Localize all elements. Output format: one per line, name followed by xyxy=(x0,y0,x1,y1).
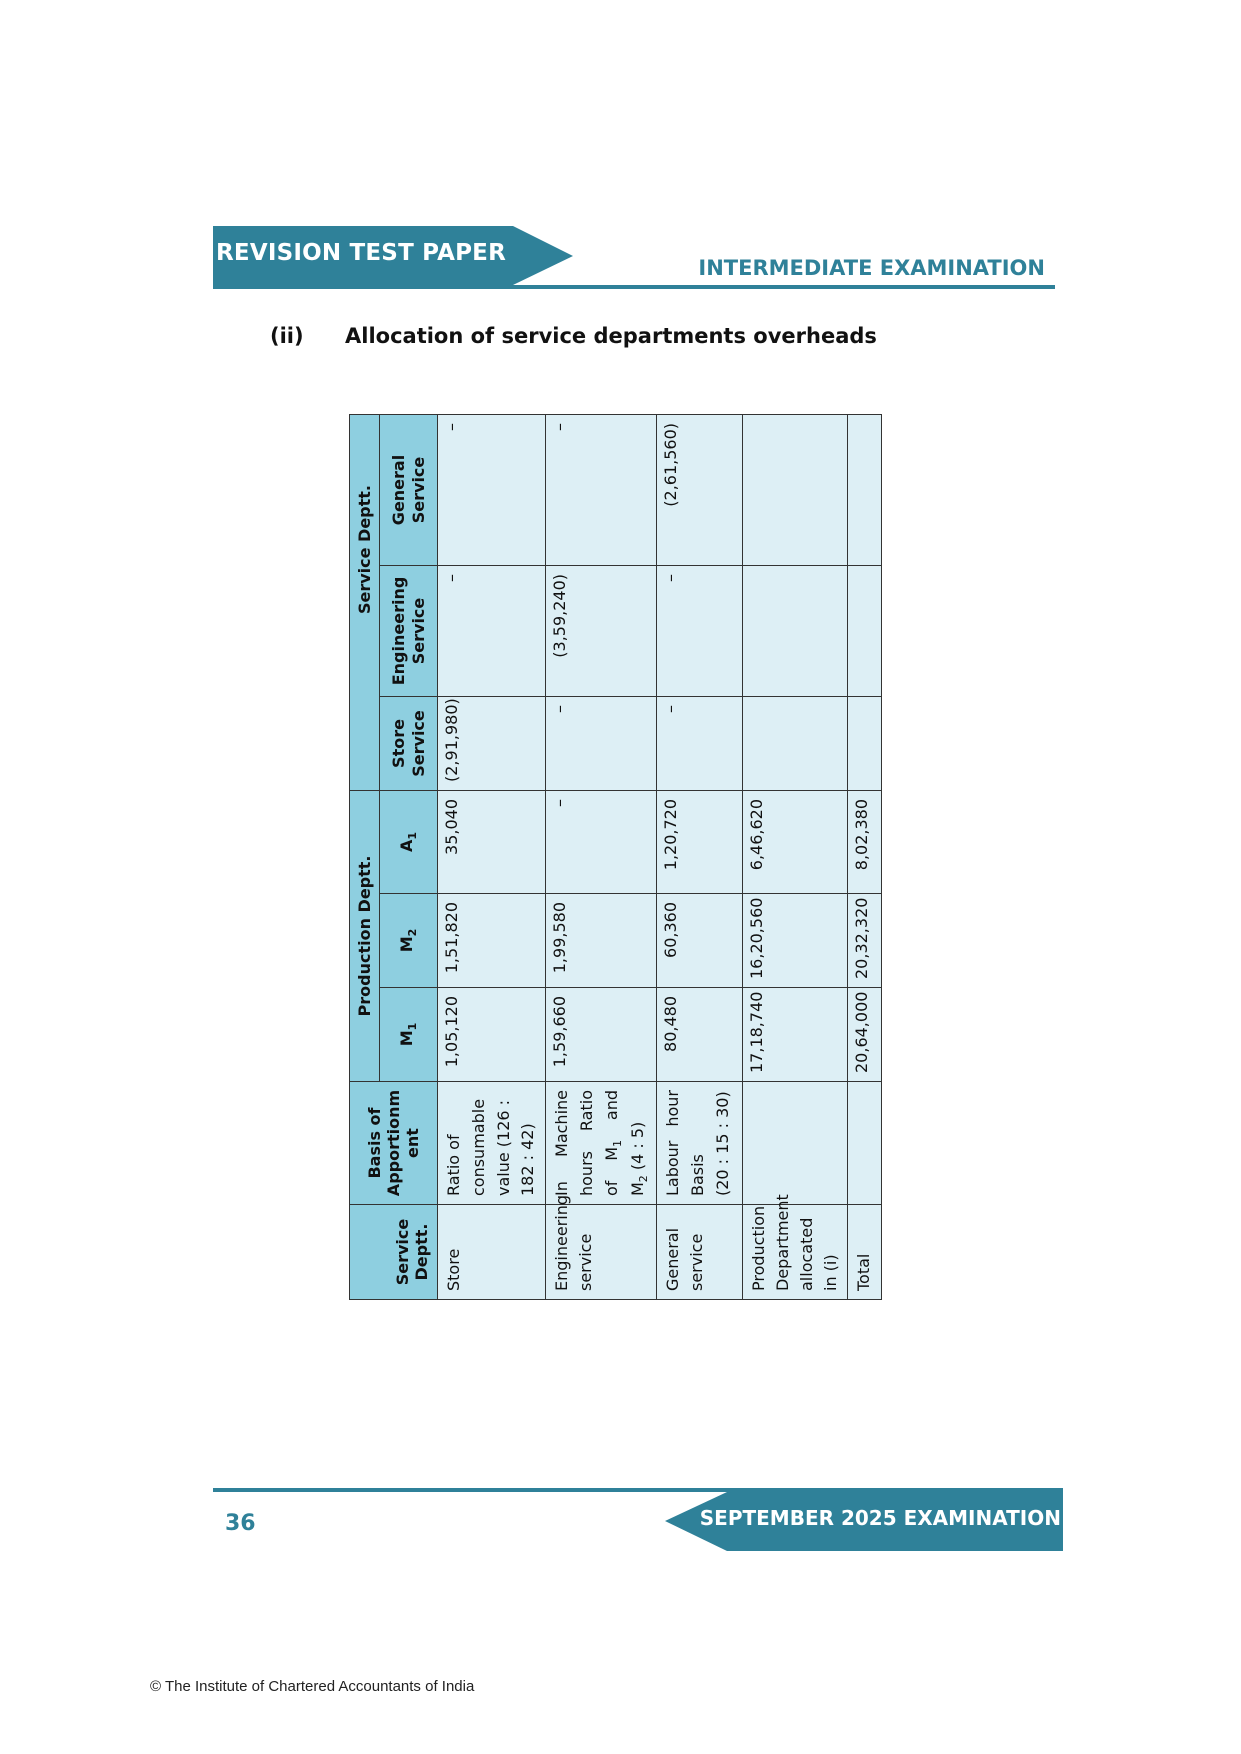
cell-total-general xyxy=(848,414,882,565)
cell-store-a1: 35,040 xyxy=(438,790,546,893)
cell-production-general xyxy=(743,414,848,565)
cell-production-m2: 16,20,560 xyxy=(743,894,848,988)
group-head-production: Production Deptt. xyxy=(350,790,380,1081)
cell-production-engineering xyxy=(743,565,848,696)
col-head-store: Store Service xyxy=(380,696,438,790)
section-number: (ii) xyxy=(270,324,304,348)
cell-production-a1: 6,46,620 xyxy=(743,790,848,893)
cell-general-engineering: – xyxy=(657,565,743,696)
col-head-service-deptt: Service Deptt. xyxy=(350,1205,438,1300)
cell-general-m1: 80,480 xyxy=(657,988,743,1082)
allocation-table-container xyxy=(349,415,877,1300)
row-label-total: Total xyxy=(848,1205,882,1300)
cell-engineering-m1: 1,59,660 xyxy=(546,988,657,1082)
col-head-a1: $A_1$ xyxy=(380,790,438,893)
header-banner xyxy=(213,226,573,288)
table-row-engineering xyxy=(546,414,657,1299)
header-banner-title: REVISION TEST PAPER xyxy=(216,240,506,266)
col-head-basis: Basis of Apportionm ent xyxy=(350,1082,438,1205)
cell-engineering-general: – xyxy=(546,414,657,565)
group-head-service: Service Deptt. xyxy=(350,414,380,790)
cell-total-engineering xyxy=(848,565,882,696)
cell-production-m1: 17,18,740 xyxy=(743,988,848,1082)
row-label-production-allocated: Production Department allocated in (i) xyxy=(743,1205,848,1300)
cell-engineering-store: – xyxy=(546,696,657,790)
cell-engineering-a1: – xyxy=(546,790,657,893)
cell-total-store xyxy=(848,696,882,790)
row-basis-total xyxy=(848,1082,882,1205)
table-row-general xyxy=(657,414,743,1299)
header-row-groups xyxy=(350,414,380,1299)
cell-total-m2: 20,32,320 xyxy=(848,894,882,988)
allocation-table xyxy=(349,414,882,1300)
cell-store-store: (2,91,980) xyxy=(438,696,546,790)
row-label-engineering: Engineering service xyxy=(546,1205,657,1300)
cell-production-store xyxy=(743,696,848,790)
col-head-m2: $M_2$ xyxy=(380,894,438,988)
cell-engineering-m2: 1,99,580 xyxy=(546,894,657,988)
row-basis-store: Ratio of consumable value (126 : 182 : 42) xyxy=(438,1082,546,1205)
col-head-m1: $M_1$ xyxy=(380,988,438,1082)
cell-store-m2: 1,51,820 xyxy=(438,894,546,988)
allocation-table-rotated xyxy=(349,415,877,1300)
header-exam-name: INTERMEDIATE EXAMINATION xyxy=(698,256,1045,280)
row-basis-general: Labour hour Basis (20 : 15 : 30) xyxy=(657,1082,743,1205)
row-label-general: General service xyxy=(657,1205,743,1300)
cell-engineering-engineering: (3,59,240) xyxy=(546,565,657,696)
header-rule xyxy=(213,285,1055,289)
cell-store-engineering: – xyxy=(438,565,546,696)
page-number: 36 xyxy=(225,1511,256,1536)
col-head-general: General Service xyxy=(380,414,438,565)
row-label-store: Store xyxy=(438,1205,546,1300)
table-row-production-allocated xyxy=(743,414,848,1299)
cell-general-m2: 60,360 xyxy=(657,894,743,988)
cell-general-store: – xyxy=(657,696,743,790)
copyright-notice: © The Institute of Chartered Accountants of India xyxy=(150,1678,475,1695)
row-basis-engineering: In Machine hours Ratio of $M_1$ and $M_2$ (4 : 5) xyxy=(546,1082,657,1205)
cell-total-m1: 20,64,000 xyxy=(848,988,882,1082)
cell-store-general: – xyxy=(438,414,546,565)
cell-store-m1: 1,05,120 xyxy=(438,988,546,1082)
cell-general-general: (2,61,560) xyxy=(657,414,743,565)
cell-total-a1: 8,02,380 xyxy=(848,790,882,893)
footer-banner xyxy=(665,1492,1063,1551)
table-row-total xyxy=(848,414,882,1299)
section-title: Allocation of service departments overheads xyxy=(345,324,877,348)
footer-exam-name: SEPTEMBER 2025 EXAMINATION xyxy=(699,1506,1061,1530)
col-head-engineering: Engineering Service xyxy=(380,565,438,696)
row-basis-production-allocated xyxy=(743,1082,848,1205)
table-row-store xyxy=(438,414,546,1299)
cell-general-a1: 1,20,720 xyxy=(657,790,743,893)
